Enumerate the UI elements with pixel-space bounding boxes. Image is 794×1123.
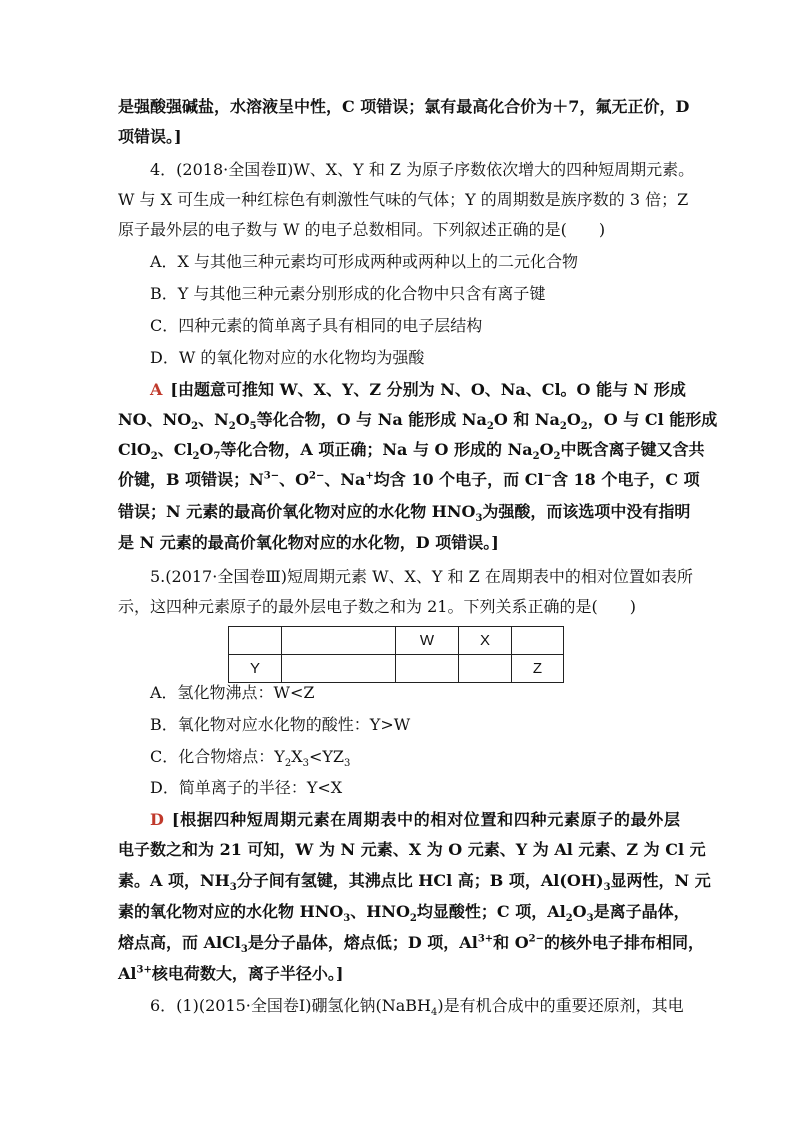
explanation-line: 错误；N 元素的最高价氧化物对应的水化物 $HNO_3$为强酸，而该选项中没有指明 xyxy=(118,502,691,525)
question-5-stem: 示，这四种元素原子的最外层电子数之和为 21。下列关系正确的是( ) xyxy=(118,597,636,616)
option-a: A．氢化物沸点：W<Z xyxy=(150,683,315,702)
table-row xyxy=(229,627,564,655)
table-cell: X xyxy=(459,627,512,655)
explanation-line: 熔点高，而 AlCl$_3$是分子晶体，熔点低；D 项，$Al^{3+}$和 $O^{2-}$的核外电子排布相同， xyxy=(118,933,705,956)
explanation-line xyxy=(150,805,680,835)
question-5-stem: 5.(2017·全国卷Ⅲ)短周期元素 W、X、Y 和 Z 在周期表中的相对位置如表所 xyxy=(150,567,693,586)
explanation-line xyxy=(150,375,686,405)
question-4-stem: W 与 X 可生成一种红棕色有刺激性气味的气体；Y 的周期数是族序数的 3 倍；Z xyxy=(118,190,689,209)
question-4-stem: 4．(2018·全国卷Ⅱ)W、X、Y 和 Z 为原子序数依次增大的四种短周期元素。 xyxy=(150,160,695,179)
option-c: C．化合物熔点：$Y_2X_3<YZ_3$ xyxy=(150,747,351,770)
option-d: D．简单离子的半径：Y<X xyxy=(150,778,343,797)
text-line: 是强酸强碱盐，水溶液呈中性，C 项错误；氯有最高化合价为＋7，氟无正价，D xyxy=(118,97,690,116)
option-a: A．X 与其他三种元素均可形成两种或两种以上的二元化合物 xyxy=(150,252,579,271)
question-6-stem: 6．(1)(2015·全国卷Ⅰ)硼氢化钠(NaBH$_4$)是有机合成中的重要还原剂，其电 xyxy=(150,996,684,1019)
option-b: B．氧化物对应水化物的酸性：Y>W xyxy=(150,715,411,734)
text-line: 项错误。] xyxy=(118,127,182,146)
option-b: B．Y 与其他三种元素分别形成的化合物中只含有离子键 xyxy=(150,284,546,303)
option-c: C．四种元素的简单离子具有相同的电子层结构 xyxy=(150,316,483,335)
explanation-text: [由题意可推知 W、X、Y、Z 分别为 N、O、Na、Cl。O 能与 N 形成 xyxy=(170,380,686,399)
table-cell xyxy=(512,627,564,655)
explanation-line: 素的氧化物对应的水化物 $HNO_3$、$HNO_2$均显酸性；C 项，$Al_2O_3$是离子晶体， xyxy=(118,902,690,925)
table-cell xyxy=(282,627,396,655)
question-4-stem: 原子最外层的电子数与 W 的电子总数相同。下列叙述正确的是( ) xyxy=(118,220,606,239)
explanation-line: 电子数之和为 21 可知，W 为 N 元素、X 为 O 元素、Y 为 Al 元素、Z 为 Cl 元 xyxy=(118,840,706,859)
explanation-line: NO、$NO_2$、$N_2O_5$等化合物，O 与 Na 能形成 $Na_2O$ 和 $Na_2O_2$，O 与 Cl 能形成 xyxy=(118,410,718,433)
explanation-line: 是 N 元素的最高价氧化物对应的水化物，D 项错误。] xyxy=(118,533,499,552)
table-cell: Y xyxy=(229,655,282,683)
explanation-line: 价键，B 项错误；$N^{3-}$、$O^{2-}$、Na+均含 10 个电子，而 Cl−含 18 个电子，C 项 xyxy=(118,470,700,489)
explanation-text: [根据四种短周期元素在周期表中的相对位置和四种元素原子的最外层 xyxy=(171,810,680,829)
option-d: D．W 的氧化物对应的水化物均为强酸 xyxy=(150,348,425,367)
table-cell: W xyxy=(396,627,459,655)
table-cell xyxy=(229,627,282,655)
table-cell: Z xyxy=(512,655,564,683)
explanation-line: 素。A 项，$NH_3$分子间有氢键，其沸点比 HCl 高；B 项，$Al(OH)_3$显两性，N 元 xyxy=(118,871,711,894)
answer-letter: D xyxy=(150,810,164,829)
answer-letter: A xyxy=(150,380,163,399)
explanation-line: ClO$_2$、$Cl_2O_7$等化合物，A 项正确；Na 与 O 形成的 $Na_2O_2$中既含离子键又含共 xyxy=(118,440,705,463)
periodic-table-fragment xyxy=(228,626,564,683)
explanation-line: $Al^{3+}$核电荷数大，离子半径小。] xyxy=(118,964,344,983)
